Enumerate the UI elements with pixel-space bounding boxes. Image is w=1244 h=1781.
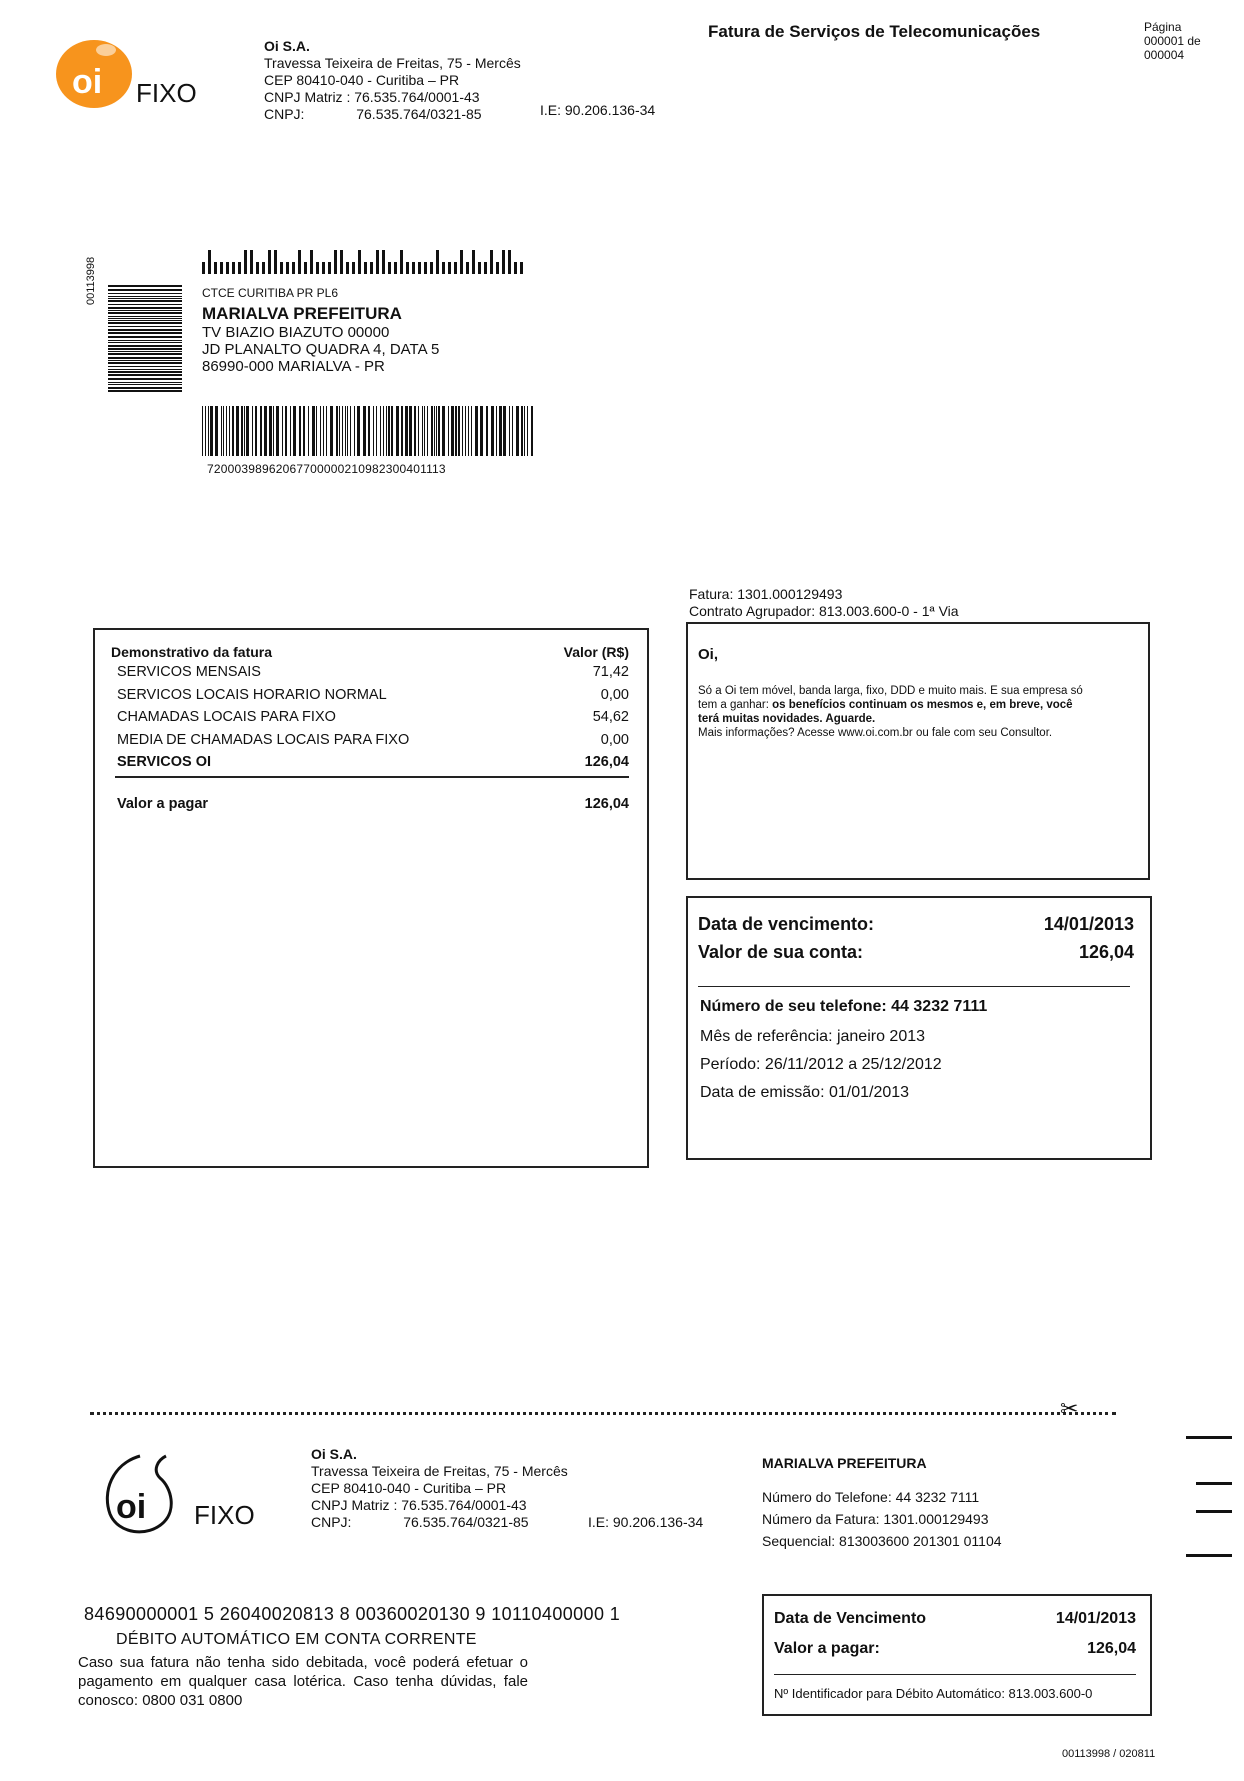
side-code: 00113998 — [85, 256, 97, 305]
route-code: CTCE CURITIBA PR PL6 — [202, 286, 339, 300]
telefone-number: Número de seu telefone: 44 3232 7111 — [700, 998, 988, 1015]
stub-vencimento-row — [774, 1610, 1136, 1628]
stub-numero-telefone: Número do Telefone: 44 3232 7111 — [762, 1489, 980, 1505]
message-bold: os benefícios continuam os mesmos e, em breve, você — [772, 699, 1073, 711]
line-item — [117, 687, 629, 710]
contrato-agrupador: Contrato Agrupador: 813.003.600-0 - 1ª Via — [689, 603, 959, 619]
alignment-marks — [1186, 1432, 1232, 1562]
divider — [698, 986, 1130, 987]
company-cnpj-row — [264, 106, 521, 123]
logo-mark: oi — [116, 1488, 147, 1526]
mes-referencia: Mês de referência: janeiro 2013 — [700, 1028, 926, 1045]
company-info — [264, 38, 521, 123]
line-item — [117, 664, 629, 687]
stub-valor-value: 126,04 — [1087, 1640, 1136, 1657]
message-text — [698, 684, 1128, 740]
line-item — [117, 732, 629, 755]
item-label: SERVICOS MENSAIS — [117, 664, 261, 680]
company-ie: I.E: 90.206.136-34 — [540, 102, 656, 118]
linha-digitavel: 84690000001 5 26040020813 8 00360020130 9 10110400000 1 — [84, 1604, 621, 1624]
company-name: Oi S.A. — [311, 1446, 357, 1462]
company-name: Oi S.A. — [264, 38, 310, 54]
company-cnpj-row — [311, 1514, 568, 1531]
cnpj-label: CNPJ: — [311, 1514, 352, 1530]
item-label: CHAMADAS LOCAIS PARA FIXO — [117, 709, 336, 725]
valor-conta-label: Valor de sua conta: — [698, 942, 864, 962]
line-item — [117, 709, 629, 732]
address-line-1: TV BIAZIO BIAZUTO 00000 — [202, 324, 390, 341]
stub-payment-box — [762, 1594, 1152, 1716]
stub-recipient-info — [762, 1452, 1002, 1552]
demonstrativo-header — [111, 644, 629, 660]
debito-automatico-title: DÉBITO AUTOMÁTICO EM CONTA CORRENTE — [116, 1631, 477, 1648]
footer-code: 00113998 / 020811 — [1062, 1748, 1156, 1760]
subtotal-value: 126,04 — [584, 754, 629, 770]
demonstrativo-items — [117, 664, 629, 777]
due-box — [686, 896, 1152, 1160]
page-counter — [1144, 20, 1201, 62]
cnpj-value: 76.535.764/0321-85 — [403, 1514, 529, 1530]
vencimento-value: 14/01/2013 — [1043, 914, 1134, 934]
cnpj-value: 76.535.764/0321-85 — [356, 106, 482, 122]
oi-fixo-logo-outline — [100, 1448, 270, 1540]
cut-line — [90, 1412, 1116, 1415]
message-plain: tem a ganhar: — [698, 699, 773, 711]
stub-numero-fatura: Número da Fatura: 1301.000129493 — [762, 1511, 989, 1527]
data-emissao: Data de emissão: 01/01/2013 — [700, 1084, 910, 1101]
item-value: 71,42 — [592, 664, 629, 680]
message-line-2 — [698, 698, 1128, 712]
valor-conta-value: 126,04 — [1078, 942, 1134, 962]
fatura-refs — [689, 586, 959, 620]
stub-company-info — [311, 1446, 568, 1531]
item-value: 0,00 — [600, 686, 629, 703]
valor-a-pagar-row — [117, 796, 629, 812]
oi-fixo-logo — [50, 30, 210, 120]
message-line-3 — [698, 712, 1128, 726]
message-box — [686, 622, 1150, 880]
fatura-number: Fatura: 1301.000129493 — [689, 586, 843, 602]
page-label: Página — [1144, 20, 1182, 34]
address-line-3: 86990-000 MARIALVA - PR — [202, 358, 385, 375]
stub-sequencial: Sequencial: 813003600 201301 01104 — [762, 1533, 1002, 1549]
value-header: Valor (R$) — [563, 644, 629, 660]
vencimento-row — [698, 914, 1134, 935]
item-label: SERVICOS LOCAIS HORARIO NORMAL — [117, 686, 387, 703]
stub-recipient-name: MARIALVA PREFEITURA — [762, 1455, 927, 1471]
address-barcode — [202, 406, 536, 456]
logo-mark: oi — [72, 63, 103, 101]
document-title: Fatura de Serviços de Telecomunicações — [708, 22, 1041, 41]
message-greeting: Oi, — [698, 646, 719, 663]
message-bold: terá muitas novidades. Aguarde. — [698, 713, 876, 725]
item-value: 54,62 — [592, 709, 629, 725]
barcode-digits: 72000398962067700000210982300401113 — [207, 462, 446, 476]
subtotal-row — [117, 754, 629, 777]
stub-valor-label: Valor a pagar: — [774, 1640, 880, 1657]
message-line-1: Só a Oi tem móvel, banda larga, fixo, DDD e muito mais. E sua empresa só — [698, 685, 1083, 697]
pay-value: 126,04 — [584, 796, 629, 812]
demonstrativo-box — [93, 628, 649, 1168]
valor-conta-row — [698, 942, 1134, 963]
company-cep: CEP 80410-040 - Curitiba – PR — [311, 1480, 507, 1496]
item-label: MEDIA DE CHAMADAS LOCAIS PARA FIXO — [117, 731, 410, 748]
recipient-name: MARIALVA PREFEITURA — [202, 304, 402, 323]
demonstrativo-title: Demonstrativo da fatura — [111, 644, 273, 660]
company-cnpj-matriz: CNPJ Matriz : 76.535.764/0001-43 — [311, 1497, 527, 1513]
vencimento-label: Data de vencimento: — [698, 914, 875, 934]
postnet-barcode — [202, 248, 528, 274]
item-value: 0,00 — [600, 731, 629, 748]
debito-automatico-text: Caso sua fatura não tenha sido debitada, você poderá efetuar o pagamento em qualquer casa lotérica. Caso tenha dúvidas, fale conosco: 0800 031 0800 — [78, 1654, 528, 1709]
periodo: Período: 26/11/2012 a 25/12/2012 — [700, 1056, 942, 1073]
divider — [115, 776, 629, 778]
logo-product: FIXO — [136, 78, 197, 108]
page-total: 000004 — [1144, 48, 1185, 62]
company-ie: I.E: 90.206.136-34 — [588, 1514, 704, 1530]
stub-valor-row — [774, 1640, 1136, 1658]
pay-label: Valor a pagar — [117, 796, 209, 812]
company-address: Travessa Teixeira de Freitas, 75 - Mercês — [311, 1463, 568, 1479]
company-cnpj-matriz: CNPJ Matriz : 76.535.764/0001-43 — [264, 89, 480, 105]
stub-vencimento-value: 14/01/2013 — [1055, 1610, 1136, 1627]
logo-product: FIXO — [194, 1500, 255, 1530]
debito-identificador: Nº Identificador para Débito Automático: 813.003.600-0 — [774, 1686, 1093, 1701]
message-line-4: Mais informações? Acesse www.oi.com.br ou fale com seu Consultor. — [698, 727, 1053, 739]
page-current: 000001 de — [1144, 34, 1201, 48]
cnpj-label: CNPJ: — [264, 106, 305, 122]
recipient-address — [202, 286, 439, 375]
scissors-icon: ✂ — [1060, 1396, 1079, 1421]
subtotal-label: SERVICOS OI — [117, 754, 212, 770]
divider — [774, 1674, 1136, 1675]
company-address: Travessa Teixeira de Freitas, 75 - Mercês — [264, 55, 521, 71]
side-barcode — [108, 285, 182, 393]
company-cep: CEP 80410-040 - Curitiba – PR — [264, 72, 460, 88]
address-line-2: JD PLANALTO QUADRA 4, DATA 5 — [202, 341, 440, 358]
stub-vencimento-label: Data de Vencimento — [774, 1610, 927, 1627]
